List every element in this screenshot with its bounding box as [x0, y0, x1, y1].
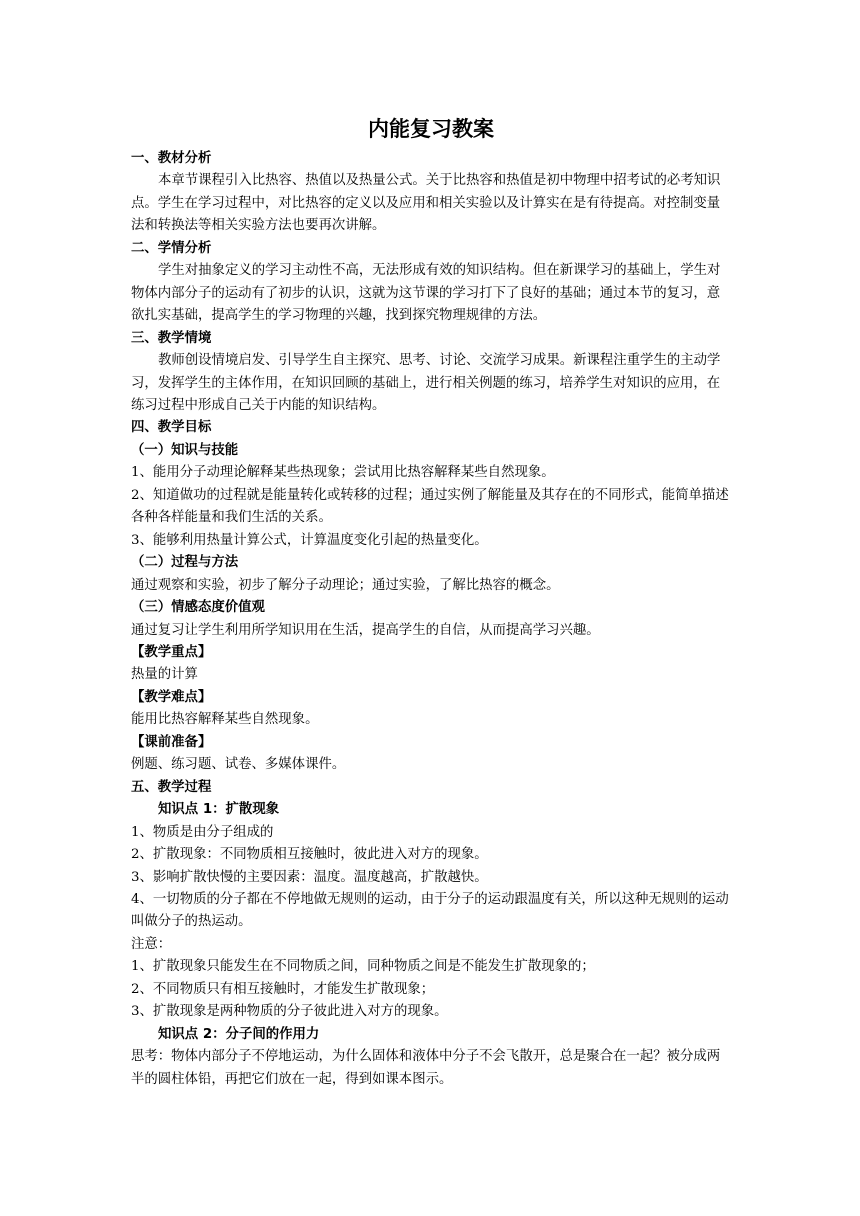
subheading-process-method: （二）过程与方法: [131, 555, 239, 571]
paragraph-attitude-values: 通过复习让学生利用所学知识用在生活，提高学生的自信，从而提高学习兴趣。: [131, 622, 600, 638]
document-body: [131, 113, 731, 1091]
list-item: 3、影响扩散快慢的主要因素：温度。温度越高，扩散越快。: [131, 869, 488, 885]
section-heading-student-analysis: 二、学情分析: [131, 240, 212, 256]
paragraph-process-method: 通过观察和实验，初步了解分子动理论；通过实验，了解比热容的概念。: [131, 577, 560, 593]
paragraph-student-analysis: 学生对抽象定义的学习主动性不高，无法形成有效的知识结构。但在新课学习的基础上，学生对物体内部分子的运动有了初步的认识，这就为这节课的学习打下了良好的基础；通过本节的复习，意欲扎实基础，提高学生的学习物理的兴趣，找到探究物理规律的方法。: [131, 263, 721, 324]
heading-difficulty: 【教学难点】: [131, 689, 212, 705]
paragraph-knowledge-point-2: 思考：物体内部分子不停地运动，为什么固体和液体中分子不会飞散开，总是聚合在一起？被分成两半的圆柱体铅，再把它们放在一起，得到如课本图示。: [131, 1049, 721, 1087]
text-key-point: 热量的计算: [131, 667, 198, 683]
list-item: 1、能用分子动理论解释某些热现象；尝试用比热容解释某些自然现象。: [131, 465, 555, 481]
note-item: 1、扩散现象只能发生在不同物质之间，同种物质之间是不能发生扩散现象的；: [131, 959, 595, 975]
subheading-attitude-values: （三）情感态度价值观: [131, 600, 265, 616]
list-item: 2、扩散现象：不同物质相互接触时，彼此进入对方的现象。: [131, 847, 488, 863]
text-preparation: 例题、练习题、试卷、多媒体课件。: [131, 757, 346, 773]
section-heading-teaching-process: 五、教学过程: [131, 779, 212, 795]
paragraph-textbook-analysis: 本章节课程引入比热容、热值以及热量公式。关于比热容和热值是初中物理中招考试的必考知识点。学生在学习过程中，对比热容的定义以及应用和相关实验以及计算实在是有待提高。对控制变量法和转换法等相关实验方法也要再次讲解。: [131, 173, 721, 234]
paragraph-teaching-context: 教师创设情境启发、引导学生自主探究、思考、讨论、交流学习成果。新课程注重学生的主动学习，发挥学生的主体作用，在知识回顾的基础上，进行相关例题的练习，培养学生对知识的应用，在练习过程中形成自己关于内能的知识结构。: [131, 353, 721, 413]
list-item: 3、能够利用热量计算公式，计算温度变化引起的热量变化。: [131, 532, 488, 548]
list-item: 1、物质是由分子组成的: [131, 824, 274, 840]
section-heading-textbook-analysis: 一、教材分析: [131, 151, 212, 166]
text-difficulty: 能用比热容解释某些自然现象。: [131, 712, 319, 728]
heading-key-point: 【教学重点】: [131, 644, 212, 660]
list-item: 2、知道做功的过程就是能量转化或转移的过程；通过实例了解能量及其存在的不同形式，能简单描述各种各样能量和我们生活的关系。: [131, 487, 729, 526]
list-item: 4、一切物质的分子都在不停地做无规则的运动，由于分子的运动跟温度有关，所以这种无规则的运动叫做分子的热运动。: [131, 891, 729, 930]
note-item: 2、不同物质只有相互接触时，才能发生扩散现象；: [131, 981, 435, 997]
heading-preparation: 【课前准备】: [131, 734, 212, 750]
subheading-knowledge-point-2: 知识点 2：分子间的作用力: [158, 1026, 320, 1042]
section-heading-teaching-context: 三、教学情境: [131, 330, 212, 346]
document-title: 内能复习教案: [368, 117, 494, 141]
note-label: 注意：: [131, 936, 172, 952]
note-item: 3、扩散现象是两种物质的分子彼此进入对方的现象。: [131, 1004, 448, 1020]
subheading-knowledge-skills: （一）知识与技能: [131, 442, 239, 458]
subheading-knowledge-point-1: 知识点 1：扩散现象: [158, 802, 280, 818]
section-heading-teaching-goals: 四、教学目标: [131, 420, 212, 436]
